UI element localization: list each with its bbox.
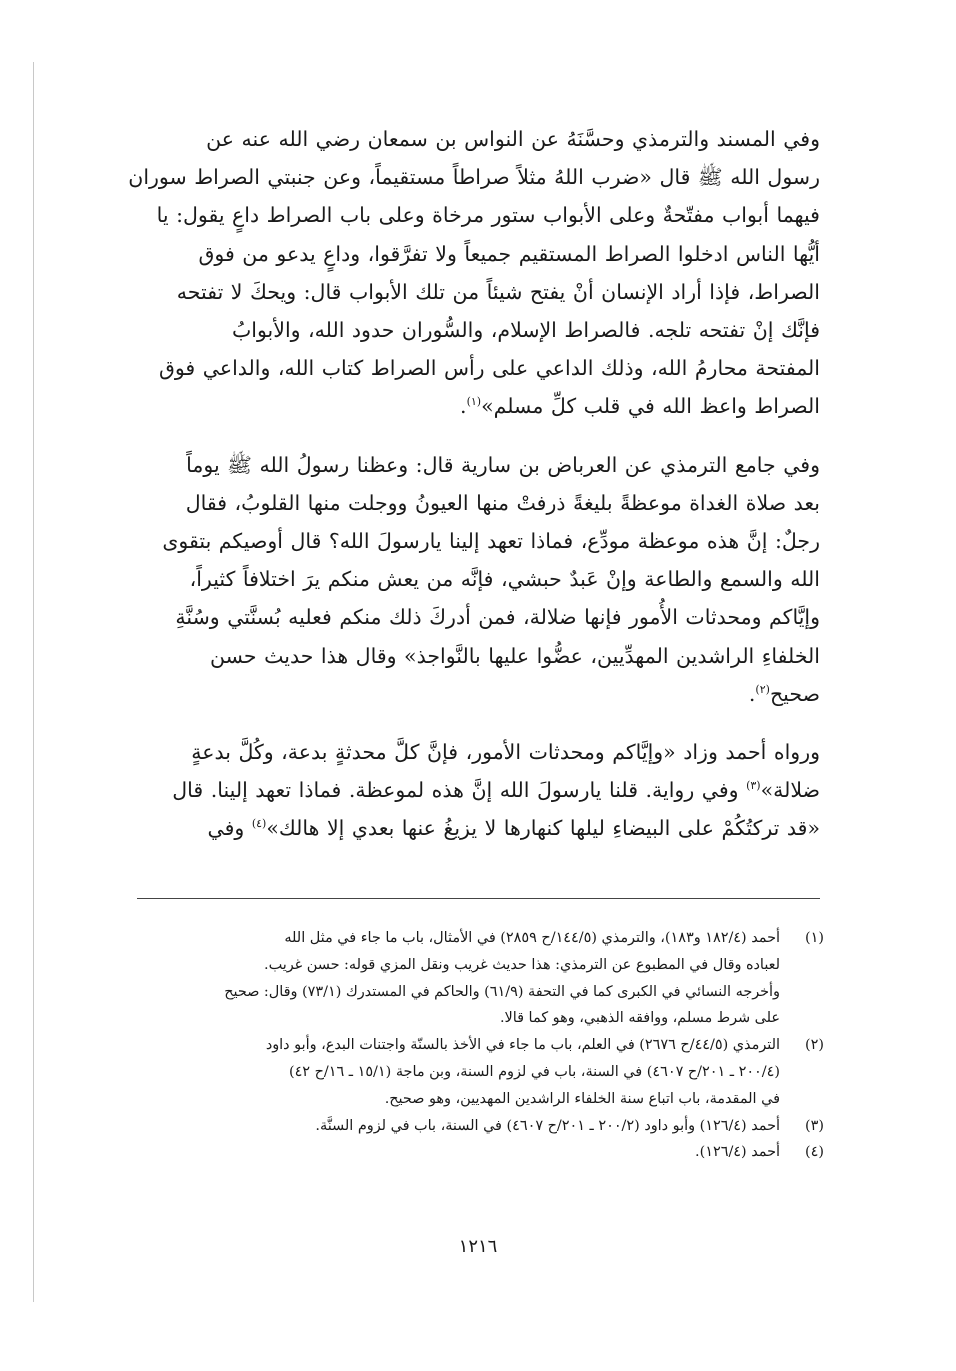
paragraph-1	[112, 120, 820, 426]
footnote-4	[112, 1139, 824, 1166]
footnote-text	[112, 1032, 780, 1112]
text-line	[112, 771, 820, 809]
text-line: فإنَّك إنْ تفتحه تلجه. فالصراط الإسلام، والسُّوران حدود الله، والأبوابُ	[231, 318, 820, 343]
page-edge-mark	[33, 62, 34, 1302]
text-line: ورواه أحمد وزاد «وإيَّاكم ومحدثات الأمور، فإنَّ كلَّ محدثةٍ بدعة، وكُلَّ بدعةٍ	[191, 740, 820, 765]
footnote-text	[112, 1113, 780, 1140]
footnote-line: وأخرجه النسائي في الكبرى كما في التحفة (٦١/٩) والحاكم في المستدرك (٧٣/١) وقال: صحيح	[224, 983, 780, 1000]
text-line: وإيَّاكم ومحدثات الأُمور فإنها ضلالة، فمن أدركَ ذلك منكم فعليه بُسنَّتي وسُنَّةِ	[175, 605, 820, 630]
text-line: وفي المسند والترمذي وحسَّنَهُ عن النواس بن سمعان رضي الله عنه عن	[206, 127, 820, 151]
footnote-ref-1[interactable]: (١)	[466, 395, 482, 409]
footnote-line: (٢٠٠/٤ ـ ٢٠١/ح ٤٦٠٧) في السنة، باب في لزوم السنة، وبن ماجة (١٥/١ ـ ١٦/ح ٤٢)	[288, 1063, 780, 1080]
text-span: .	[460, 394, 467, 419]
footnote-text	[112, 1139, 780, 1166]
text-line: بعد صلاة الغداة موعظةً بليغةً ذرفتْ منها العيونُ ووجلت منها القلوبُ، فقال	[185, 490, 820, 515]
footnote-ref-4[interactable]: (٤)	[251, 817, 267, 831]
text-line	[112, 387, 820, 425]
main-text	[112, 120, 820, 848]
text-line: وفي جامع الترمذي عن العرباض بن سارية قال: وعظنا رسولُ الله ﷺ يوماً	[186, 452, 820, 477]
footnote-ref-3[interactable]: (٣)	[746, 779, 761, 793]
footnote-line: أحمد (١٢٦/٤) وأبو داود (٢٠٠/٢ ـ ٢٠١/ح ٤٦٠٧) في السنة، باب في لزوم السنَّة.	[315, 1117, 780, 1134]
text-line: المفتحة محارمُ الله، وذلك الداعي على رأس الصراط كتاب الله، والداعي فوق	[158, 356, 820, 381]
footnote-number: (٤)	[805, 1144, 824, 1161]
paragraph-3	[112, 733, 820, 848]
footnote-line: أحمد (١٢٦/٤).	[695, 1144, 780, 1161]
footnote-line: في المقدمة، باب اتباع سنة الخلفاء الراشدين المهديين، وهو صحيح.	[384, 1090, 780, 1107]
text-line	[112, 809, 820, 847]
text-span: وفي	[207, 816, 245, 841]
text-span: «قد تركتُكُمْ على البيضاءِ ليلها كنهارها لا يزيغُ عنها بعدي إلا هالك»	[266, 816, 820, 841]
text-line: فيهما أبواب مفتّحةٌ وعلى الأبواب ستور مرخاة وعلى باب الصراط داعٍ يقول: يا	[156, 203, 820, 228]
footnotes	[112, 925, 824, 1166]
paragraph-2	[112, 446, 820, 713]
page-number: ١٢١٦	[458, 1236, 498, 1257]
text-line: أيُّها الناس ادخلوا الصراط المستقيم جميعاً ولا تفرَّقوا، وداعٍ يدعو من فوق	[198, 241, 820, 266]
text-line: رجلٌ: إنَّ هذه موعظة مودِّع، فماذا تعهد إلينا يارسولَ الله؟ قال أوصيكم بتقوى	[162, 529, 820, 554]
footnote-3	[112, 1113, 824, 1140]
text-line: الخلفاءِ الراشدين المهدِّيين، عضُّوا عليها بالنَّواجذ» وقال هذا حديث حسن	[210, 643, 820, 668]
text-line: الصراط، فإذا أراد الإنسان أنْ يفتح شيئاً من تلك الأبواب قال: ويحكَ لا تفتحه	[176, 279, 820, 304]
footnote-number: (١)	[805, 930, 824, 946]
footnote-divider	[137, 898, 820, 899]
footnote-line: لعباده وقال في المطبوع عن الترمذي: هذا حديث غريب ونقل المزي قوله: حسن غريب.	[264, 956, 780, 973]
text-span: الصراط واعظ الله في قلب كلِّ مسلم»	[481, 394, 820, 419]
footnote-number: (٣)	[805, 1117, 824, 1134]
text-span: وفي رواية. قلنا يارسولَ الله إنَّ هذه لموعظة. فماذا تعهد إلينا. قال	[172, 778, 739, 803]
footnote-ref-2[interactable]: (٢)	[755, 683, 770, 697]
text-span: ضلالة»	[760, 778, 820, 803]
footnote-text	[112, 925, 780, 1032]
text-line	[112, 675, 820, 713]
text-span: .	[748, 681, 756, 706]
footnote-1	[112, 925, 824, 1032]
footnote-2	[112, 1032, 824, 1112]
text-line: الله والسمع والطاعة وإنْ عَبدٌ حبشي، فإنَّه من يعش منكم يرَ اختلافاً كثيراً،	[189, 567, 820, 592]
footnote-line: أحمد (١٨٢/٤ و١٨٣)، والترمذي (١٤٤/٥/ح ٢٨٥٩) في الأمثال، باب ما جاء في مثل الله	[284, 930, 780, 946]
text-line: رسول الله ﷺ قال «ضرب اللهُ مثلاً صراطاً مستقيماً، وعن جنبتي الصراط سوران	[128, 165, 820, 190]
footnote-line: على شرط مسلم، ووافقه الذهبي، وهو كما قالا.	[499, 1010, 780, 1027]
footnote-line: الترمذي (٤٤/٥/ح ٢٦٧٦) في العلم، باب ما جاء في الأخذ بالسنّة واجتنات البدع، وأبو داود	[265, 1037, 780, 1054]
text-span: صحيح	[769, 681, 820, 706]
footnote-number: (٢)	[805, 1037, 824, 1054]
